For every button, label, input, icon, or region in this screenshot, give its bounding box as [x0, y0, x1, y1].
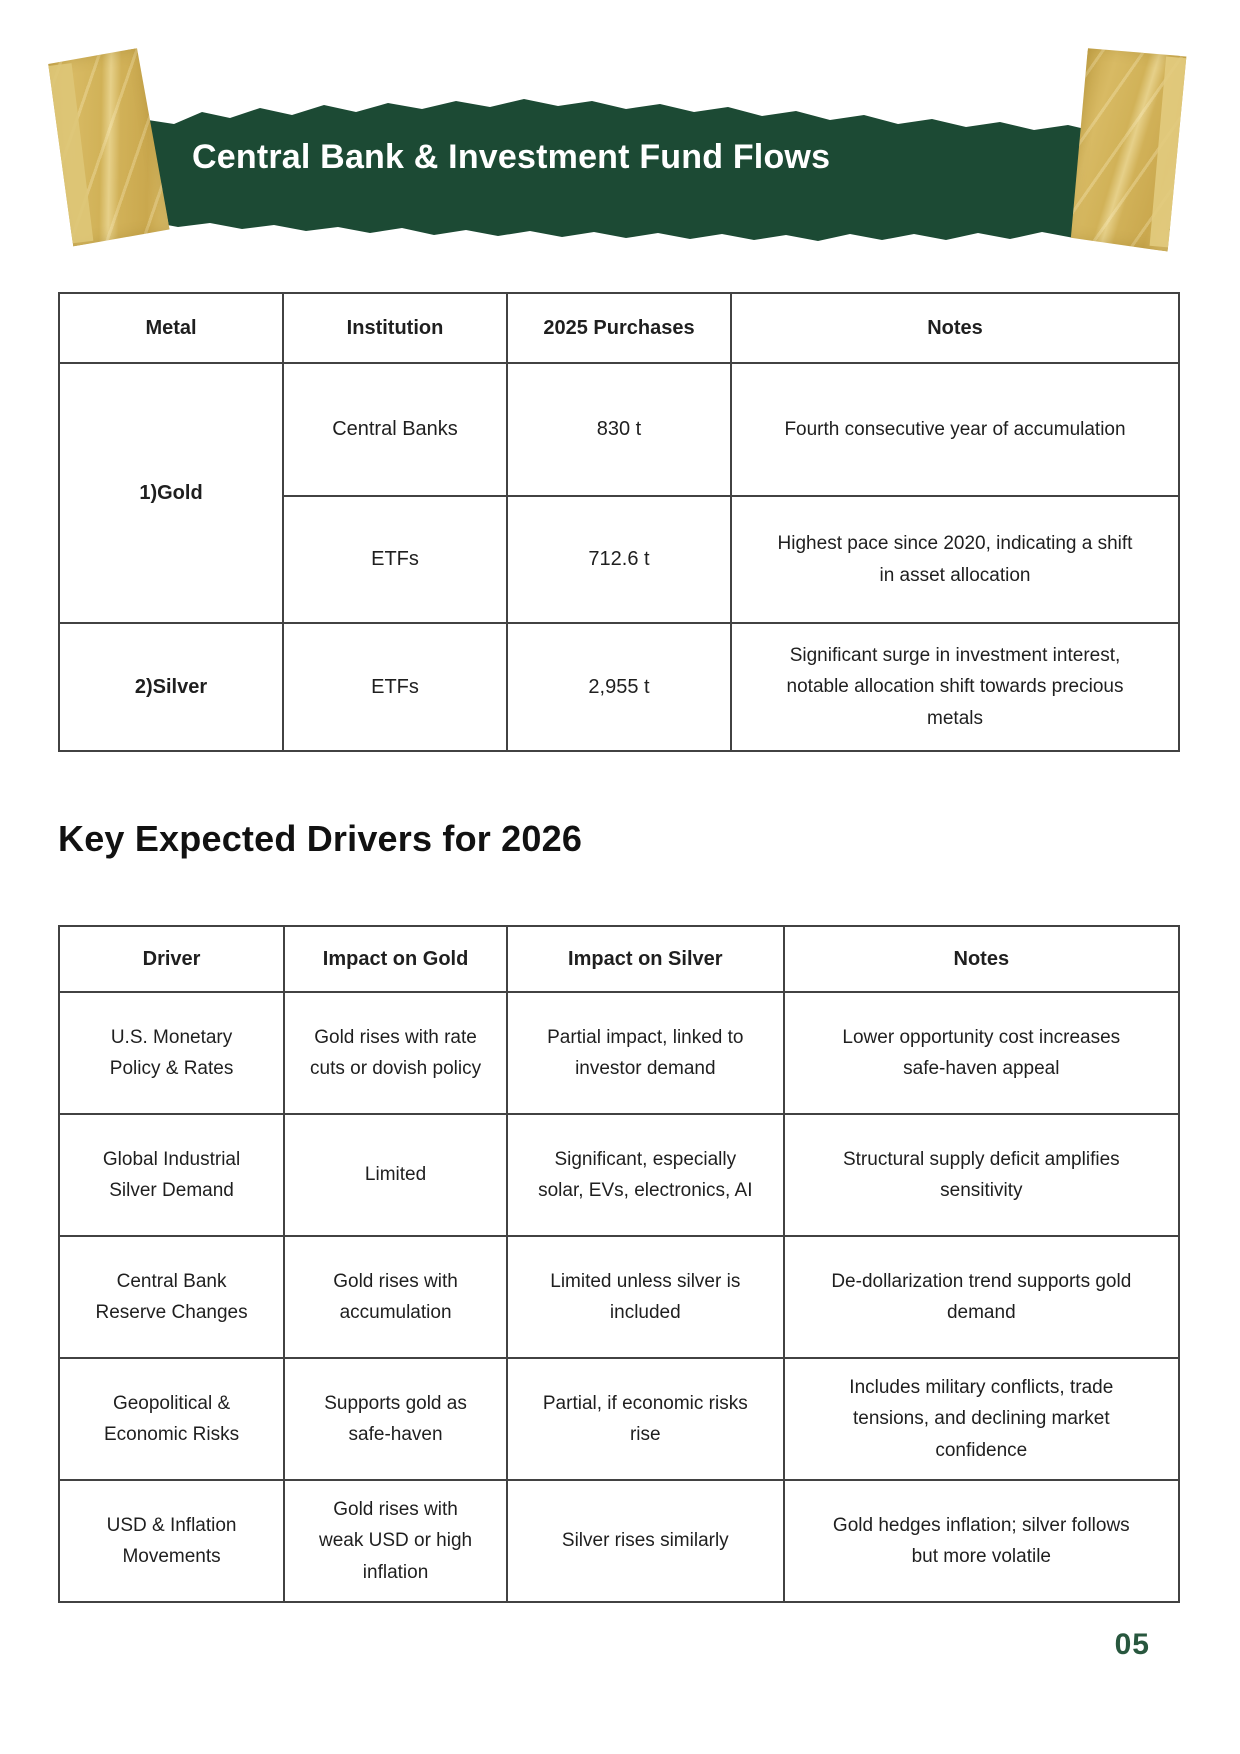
- drivers-header-notes: Notes: [784, 926, 1179, 992]
- driver-industrial-demand-gold: Limited: [284, 1114, 507, 1236]
- flows-gold-etf-institution: ETFs: [283, 496, 507, 623]
- drivers-header-gold: Impact on Gold: [284, 926, 507, 992]
- flows-header-institution: Institution: [283, 293, 507, 363]
- table-row: [59, 363, 1179, 496]
- flows-silver-institution: ETFs: [283, 623, 507, 751]
- driver-industrial-demand-silver: Significant, especially solar, EVs, electronics, AI: [507, 1114, 784, 1236]
- driver-monetary-policy-gold: Gold rises with rate cuts or dovish policy: [284, 992, 507, 1114]
- flows-header-metal: Metal: [59, 293, 283, 363]
- driver-monetary-policy: U.S. Monetary Policy & Rates: [59, 992, 284, 1114]
- flows-gold-etf-purchases: 712.6 t: [507, 496, 731, 623]
- driver-cb-reserves-silver: Limited unless silver is included: [507, 1236, 784, 1358]
- driver-usd-inflation: USD & Inflation Movements: [59, 1480, 284, 1602]
- flows-header-notes: Notes: [731, 293, 1179, 363]
- flows-header-row: [59, 293, 1179, 363]
- flows-silver-metal: 2)Silver: [59, 623, 283, 751]
- driver-cb-reserves: Central Bank Reserve Changes: [59, 1236, 284, 1358]
- page-title: Central Bank & Investment Fund Flows: [192, 138, 831, 176]
- page-number: 05: [1114, 1628, 1150, 1661]
- driver-monetary-policy-notes: Lower opportunity cost increases safe-haven appeal: [784, 992, 1179, 1114]
- section-heading-drivers: Key Expected Drivers for 2026: [58, 818, 583, 859]
- drivers-header-silver: Impact on Silver: [507, 926, 784, 992]
- table-row: [59, 1236, 1179, 1358]
- flows-gold-etf-notes: Highest pace since 2020, indicating a shift in asset allocation: [731, 496, 1179, 623]
- driver-industrial-demand-notes: Structural supply deficit amplifies sensitivity: [784, 1114, 1179, 1236]
- driver-cb-reserves-gold: Gold rises with accumulation: [284, 1236, 507, 1358]
- table-row: [59, 1480, 1179, 1602]
- driver-monetary-policy-silver: Partial impact, linked to investor demand: [507, 992, 784, 1114]
- flows-header-purchases: 2025 Purchases: [507, 293, 731, 363]
- drivers-table: [58, 925, 1180, 1603]
- tape-left-decoration: [44, 47, 170, 246]
- drivers-header-row: [59, 926, 1179, 992]
- driver-usd-inflation-silver: Silver rises similarly: [507, 1480, 784, 1602]
- driver-usd-inflation-notes: Gold hedges inflation; silver follows but more volatile: [784, 1480, 1179, 1602]
- flows-gold-metal: 1)Gold: [59, 363, 283, 623]
- drivers-header-driver: Driver: [59, 926, 284, 992]
- driver-industrial-demand: Global Industrial Silver Demand: [59, 1114, 284, 1236]
- table-row: [59, 623, 1179, 751]
- table-row: [59, 1358, 1179, 1480]
- banner: [0, 0, 1240, 260]
- driver-geopolitical-gold: Supports gold as safe-haven: [284, 1358, 507, 1480]
- flows-silver-purchases: 2,955 t: [507, 623, 731, 751]
- flows-gold-institution: Central Banks: [283, 363, 507, 496]
- table-row: [59, 1114, 1179, 1236]
- tape-right-decoration: [1064, 44, 1191, 251]
- flows-gold-notes: Fourth consecutive year of accumulation: [731, 363, 1179, 496]
- flows-table: [58, 292, 1180, 752]
- driver-geopolitical-notes: Includes military conflicts, trade tensions, and declining market confidence: [784, 1358, 1179, 1480]
- flows-silver-notes: Significant surge in investment interest, notable allocation shift towards precious metals: [731, 623, 1179, 751]
- table-row: [59, 992, 1179, 1114]
- driver-usd-inflation-gold: Gold rises with weak USD or high inflation: [284, 1480, 507, 1602]
- driver-geopolitical: Geopolitical & Economic Risks: [59, 1358, 284, 1480]
- driver-cb-reserves-notes: De-dollarization trend supports gold demand: [784, 1236, 1179, 1358]
- flows-gold-purchases: 830 t: [507, 363, 731, 496]
- driver-geopolitical-silver: Partial, if economic risks rise: [507, 1358, 784, 1480]
